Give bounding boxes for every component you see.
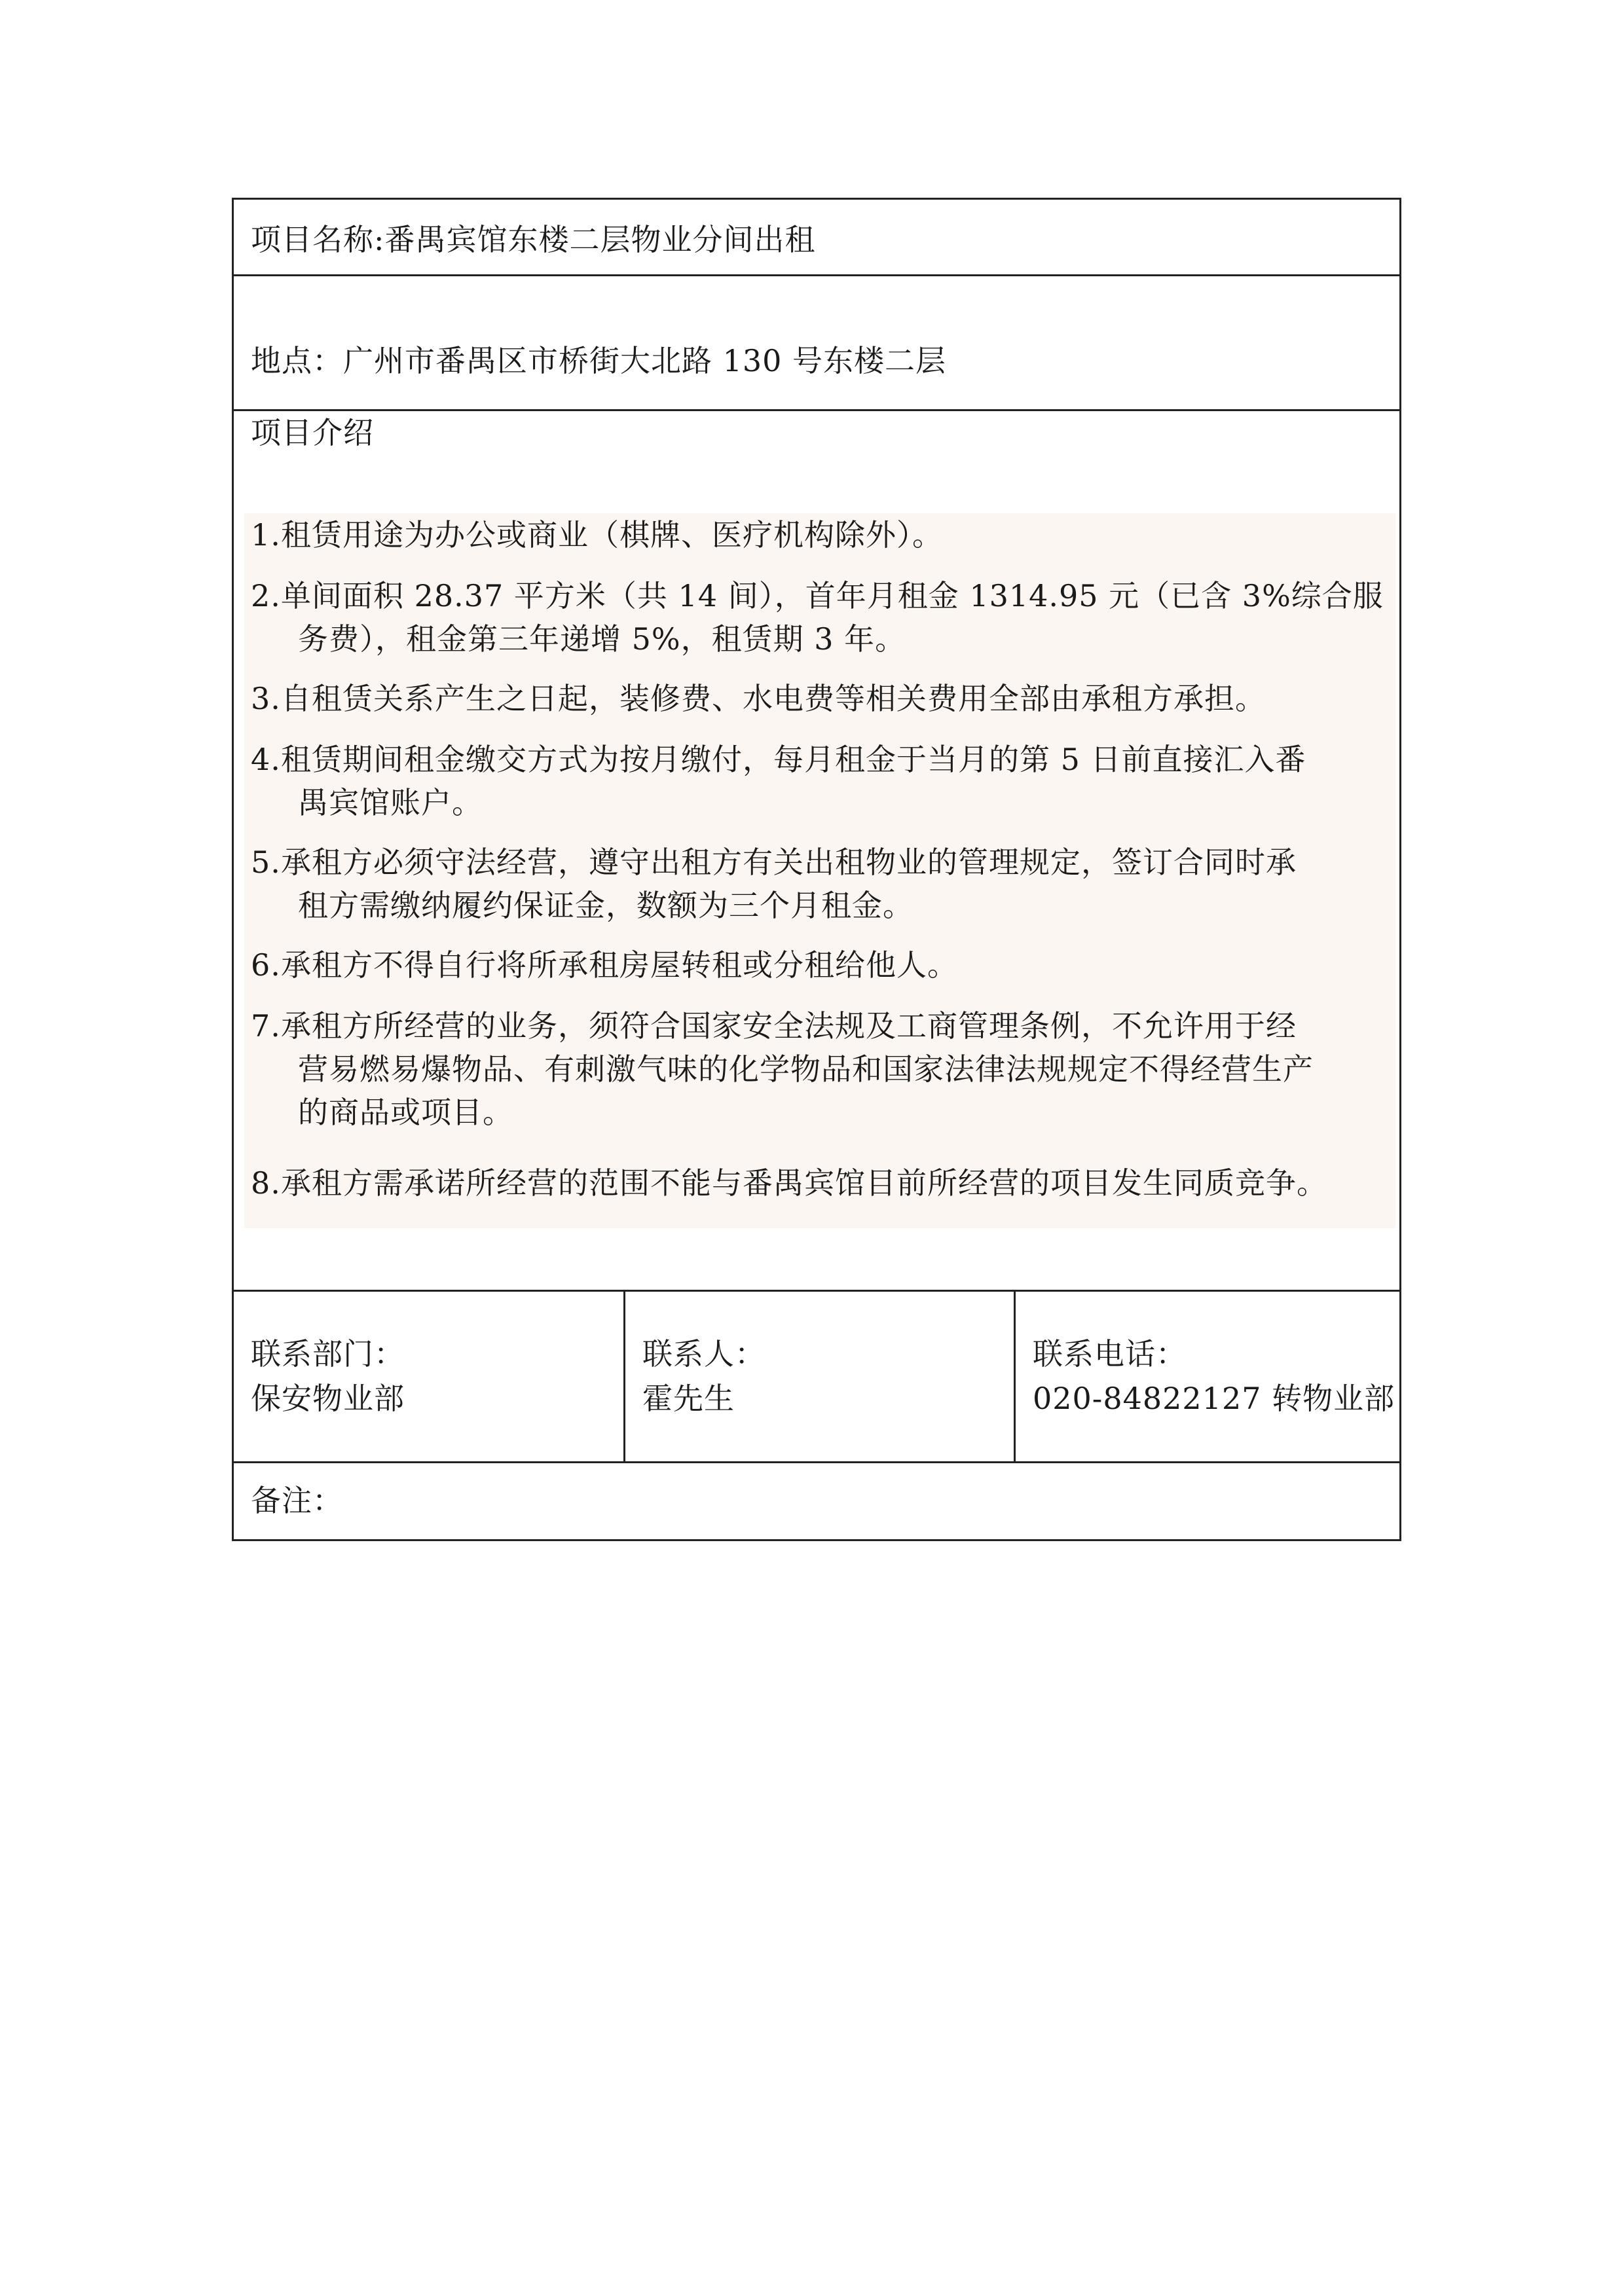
contact-person-value: 霍先生 — [642, 1381, 735, 1416]
term-number: 7. — [251, 1008, 281, 1044]
term-text: 单间面积 28.37 平方米（共 14 间），首年月租金 1314.95 元（已含 3%综合服 — [281, 578, 1384, 613]
term-text: 承租方需承诺所经营的范围不能与番禺宾馆目前所经营的项目发生同质竞争。 — [281, 1165, 1327, 1201]
term-item-5 — [251, 841, 1390, 927]
contact-department-label: 联系部门： — [251, 1336, 405, 1372]
contact-department-cell — [234, 1292, 625, 1461]
listing-form-table — [232, 198, 1401, 1541]
remark-row — [234, 1463, 1399, 1539]
term-number: 8. — [251, 1165, 281, 1201]
term-item-3 — [251, 677, 1390, 720]
contact-phone-value: 020-84822127 转物业部 — [1033, 1381, 1395, 1416]
term-item-7 — [251, 1004, 1390, 1134]
terms-list — [244, 513, 1395, 1228]
term-text-continued: 的商品或项目。 — [298, 1095, 513, 1130]
term-number: 1. — [251, 517, 281, 553]
term-item-8 — [251, 1161, 1390, 1205]
project-name-row — [234, 200, 1399, 276]
remark-label: 备注： — [251, 1483, 343, 1518]
term-number: 5. — [251, 845, 281, 880]
project-name: 项目名称:番禺宾馆东楼二层物业分间出租 — [251, 222, 816, 257]
contact-person-cell — [625, 1292, 1016, 1461]
term-number: 6. — [251, 947, 281, 983]
term-text: 承租方必须守法经营，遵守出租方有关出租物业的管理规定，签订合同时承 — [281, 845, 1297, 880]
contact-person-label: 联系人： — [642, 1336, 766, 1372]
term-item-4 — [251, 738, 1390, 824]
contact-phone-label: 联系电话： — [1033, 1336, 1187, 1372]
term-item-1 — [251, 513, 1390, 556]
term-text: 承租方所经营的业务，须符合国家安全法规及工商管理条例，不允许用于经 — [281, 1008, 1297, 1044]
term-item-2 — [251, 574, 1390, 661]
term-number: 3. — [251, 681, 281, 716]
term-text: 租赁期间租金缴交方式为按月缴付，每月租金于当月的第 5 日前直接汇入番 — [281, 742, 1306, 777]
term-text-continued: 禺宾馆账户。 — [298, 785, 483, 820]
term-number: 2. — [251, 578, 281, 613]
term-text: 自租赁关系产生之日起，装修费、水电费等相关费用全部由承租方承担。 — [281, 681, 1266, 716]
project-intro-row — [234, 411, 1399, 1292]
project-location: 地点：广州市番禺区市桥街大北路 130 号东楼二层 — [251, 343, 947, 378]
contact-department-value: 保安物业部 — [251, 1381, 405, 1416]
location-row — [234, 276, 1399, 411]
contact-phone-cell — [1016, 1292, 1399, 1461]
contact-row — [234, 1292, 1399, 1463]
term-number: 4. — [251, 742, 281, 777]
term-text-continued: 租方需缴纳履约保证金，数额为三个月租金。 — [298, 888, 913, 923]
term-text: 租赁用途为办公或商业（棋牌、医疗机构除外）。 — [281, 517, 943, 553]
term-text: 承租方不得自行将所承租房屋转租或分租给他人。 — [281, 947, 958, 983]
term-text-continued: 务费），租金第三年递增 5%，租赁期 3 年。 — [298, 621, 906, 657]
term-text-continued: 营易燃易爆物品、有刺激气味的化学物品和国家法律法规规定不得经营生产 — [298, 1051, 1314, 1087]
intro-heading: 项目介绍 — [251, 415, 374, 450]
term-item-6 — [251, 943, 1390, 987]
